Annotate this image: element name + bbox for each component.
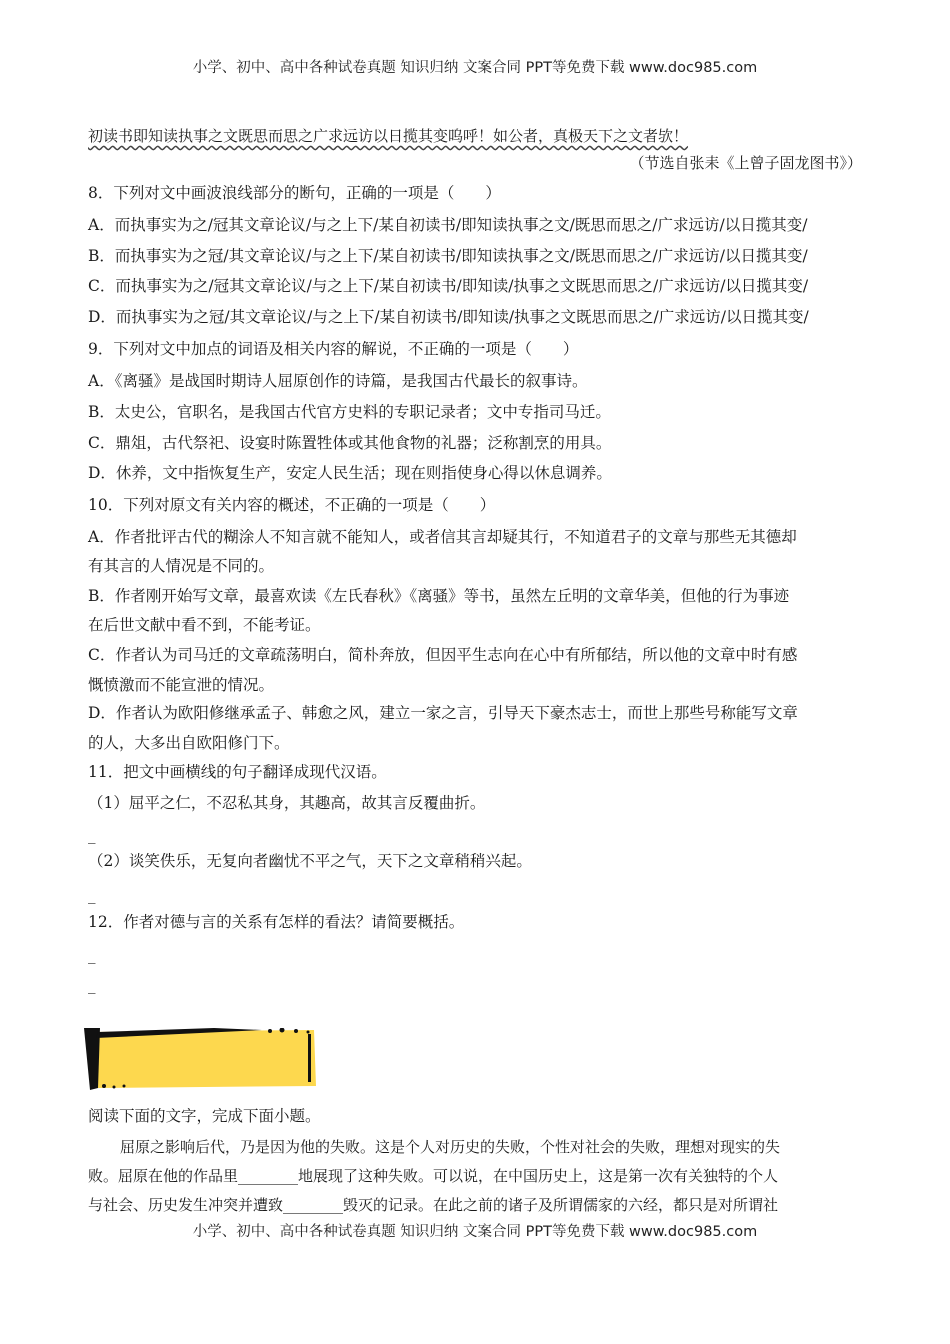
q9-option-b: B．太史公，官职名，是我国古代官方史料的专职记录者；文中专指司马迁。 — [88, 403, 611, 421]
section2-line-3: 与社会、历史发生冲突并遭致________毁灭的记录。在此之前的诸子及所谓儒家的六经，都只是对所谓社 — [88, 1196, 779, 1214]
section-banner-graphic — [84, 1028, 320, 1090]
q10-option-c-line2: 慨愤激而不能宣泄的情况。 — [88, 676, 275, 694]
q8-option-c: C．而执事实为之/冠其文章论议/与之上下/某自初读书/即知读/执事之文既思而思之/广求远访/以日揽其变/ — [88, 277, 809, 295]
section2-line-2: 败。屈原在他的作品里________地展现了这种失败。可以说，在中国历史上，这是第一次有关独特的个人 — [88, 1167, 779, 1185]
q10-option-a-line2: 有其言的人情况是不同的。 — [88, 557, 275, 575]
q11-part2: （2）谈笑佚乐，无复向者幽忧不平之气，天下之文章稍稍兴起。 — [88, 852, 532, 870]
answer-blank[interactable]: _ — [88, 976, 96, 994]
answer-blank[interactable]: _ — [88, 826, 96, 844]
q9-stem: 9．下列对文中加点的词语及相关内容的解说，不正确的一项是（ ） — [88, 340, 579, 358]
q11-stem: 11．把文中画横线的句子翻译成现代汉语。 — [88, 763, 387, 781]
q8-option-b: B．而执事实为之冠/其文章论议/与之上下/某自初读书/即知读执事之文/既思而思之/广求远访/以日揽其变/ — [88, 247, 808, 265]
section2-line-1: 屈原之影响后代，乃是因为他的失败。这是个人对历史的失败，个性对社会的失败，理想对现实的失 — [120, 1138, 781, 1156]
q12-stem: 12．作者对德与言的关系有怎样的看法？请简要概括。 — [88, 913, 465, 931]
q10-option-b-line1: B．作者刚开始写文章，最喜欢读《左氏春秋》《离骚》等书，虽然左丘明的文章华美，但他的行为事迹 — [88, 587, 790, 605]
q10-option-a-line1: A．作者批评古代的糊涂人不知言就不能知人，或者信其言却疑其行，不知道君子的文章与那些无其德却 — [88, 528, 797, 546]
q10-stem: 10．下列对原文有关内容的概述，不正确的一项是（ ） — [88, 496, 496, 514]
q9-option-d: D．休养，文中指恢复生产，安定人民生活；现在则指使身心得以休息调养。 — [88, 464, 612, 482]
q9-option-a: A．《离骚》是战国时期诗人屈原创作的诗篇，是我国古代最长的叙事诗。 — [88, 372, 588, 390]
q8-stem: 8．下列对文中画波浪线部分的断句，正确的一项是（ ） — [88, 184, 501, 202]
answer-blank[interactable]: _ — [88, 886, 96, 904]
page-footer: 小学、初中、高中各种试卷真题 知识归纳 文案合同 PPT等免费下载 www.doc985.com — [192, 1224, 758, 1240]
passage-ending: 初读书即知读执事之文既思而思之广求远访以日揽其变呜呼！如公者，真极天下之文者欤！ — [88, 127, 689, 145]
q10-option-d-line2: 的人，大多出自欧阳修门下。 — [88, 734, 290, 752]
page-header: 小学、初中、高中各种试卷真题 知识归纳 文案合同 PPT等免费下载 www.doc985.com — [192, 60, 758, 76]
q8-option-d: D．而执事实为之冠/其文章论议/与之上下/某自初读书/即知读/执事之文既思而思之/广求远访/以日揽其变/ — [88, 308, 809, 326]
q8-option-a: A．而执事实为之/冠其文章论议/与之上下/某自初读书/即知读执事之文/既思而思之/广求远访/以日揽其变/ — [88, 216, 808, 234]
q10-option-c-line1: C．作者认为司马迁的文章疏荡明白，简朴奔放，但因平生志向在心中有所郁结，所以他的文章中时有感 — [88, 646, 798, 664]
q11-part1: （1）屈平之仁，不忍私其身，其趣高，故其言反覆曲折。 — [88, 794, 486, 812]
answer-blank[interactable]: _ — [88, 946, 96, 964]
q9-option-c: C．鼎俎，古代祭祀、设宴时陈置牲体或其他食物的礼器；泛称割烹的用具。 — [88, 434, 612, 452]
q10-option-d-line1: D．作者认为欧阳修继承孟子、韩愈之风，建立一家之言，引导天下豪杰志士，而世上那些号称能写文章 — [88, 704, 798, 722]
q10-option-b-line2: 在后世文献中看不到，不能考证。 — [88, 616, 321, 634]
section2-instruction: 阅读下面的文字，完成下面小题。 — [88, 1107, 321, 1125]
passage-source: （节选自张耒《上曾子固龙图书》） — [629, 154, 862, 172]
